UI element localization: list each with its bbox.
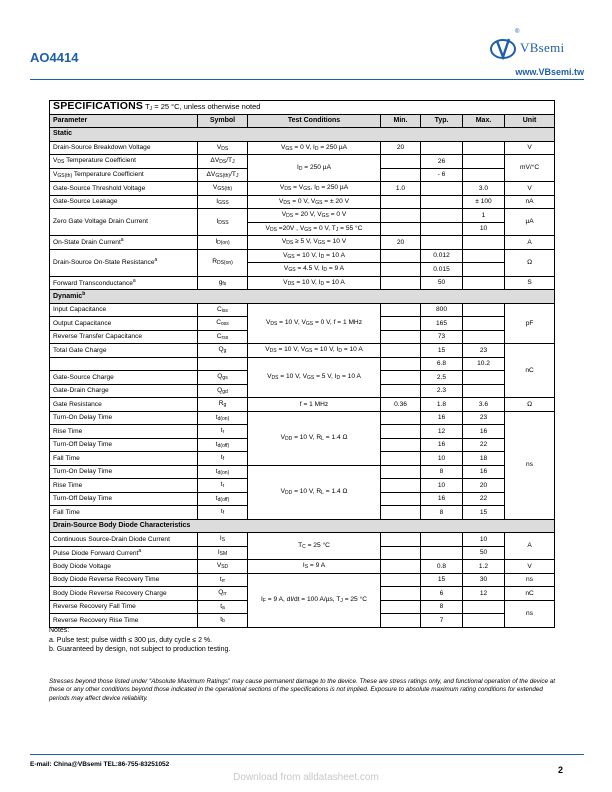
table-row (50, 249, 555, 263)
cell-symbol: $C_{iss}$ (198, 303, 248, 317)
cell-min (381, 465, 421, 479)
table-row (50, 303, 555, 317)
cell-parameter: Output Capacitance (50, 317, 198, 331)
cell-typ: 8 (421, 506, 463, 520)
cell-conditions: $V_{DS} = 10$ V, $V_{GS} = 0$ V, f = 1 MHz (248, 303, 381, 344)
cell-min (381, 452, 421, 466)
cell-max: 16 (463, 425, 505, 439)
cell-min (381, 614, 421, 628)
cell-parameter: Turn-Off Delay Time (50, 492, 198, 506)
cell-symbol: $t_r$ (198, 425, 248, 439)
cell-max (463, 236, 505, 250)
cell-parameter: Gate-Drain Charge (50, 384, 198, 398)
notes (49, 626, 230, 655)
cell-conditions: $V_{DS} \ge 5$ V, $V_{GS} = 10$ V (248, 236, 381, 250)
cell-min (381, 155, 421, 169)
cell-min (381, 276, 421, 290)
cell-max (463, 330, 505, 344)
section-footnote: b (82, 290, 86, 297)
cell-min (381, 600, 421, 614)
table-condition: $T_J = 25$ °C, unless otherwise noted (145, 102, 261, 113)
table-row (50, 411, 555, 425)
table-row (50, 236, 555, 250)
cell-typ (421, 141, 463, 155)
cell-parameter: Turn-On Delay Time (50, 465, 198, 479)
cell-conditions: $V_{DS} = 20$ V, $V_{GS} = 0$ V (248, 209, 381, 223)
table-row (50, 344, 555, 358)
cell-conditions: $V_{GS} = 0$ V, $I_D = 250$ µA (248, 141, 381, 155)
cell-max: 23 (463, 344, 505, 358)
cell-min (381, 222, 421, 236)
cell-max: 10 (463, 533, 505, 547)
cell-typ: 2.5 (421, 371, 463, 385)
cell-conditions: $V_{DS} = 10$ V, $V_{GS} = 10$ V, $I_D = 10$ A (248, 344, 381, 358)
cell-typ: 12 (421, 425, 463, 439)
cell-typ: 800 (421, 303, 463, 317)
cell-typ: 16 (421, 492, 463, 506)
cell-conditions: f = 1 MHz (248, 398, 381, 412)
column-header: Parameter (50, 114, 198, 128)
cell-unit: ns (505, 573, 555, 587)
cell-typ (421, 209, 463, 223)
cell-unit: nA (505, 195, 555, 209)
column-header: Test Conditions (248, 114, 381, 128)
cell-min (381, 573, 421, 587)
cell-max (463, 317, 505, 331)
cell-min (381, 560, 421, 574)
cell-min (381, 371, 421, 385)
cell-min (381, 330, 421, 344)
cell-min (381, 506, 421, 520)
cell-min (381, 425, 421, 439)
cell-symbol: $C_{oss}$ (198, 317, 248, 331)
cell-max: 15 (463, 506, 505, 520)
cell-parameter: Turn-Off Delay Time (50, 438, 198, 452)
cell-symbol: $t_f$ (198, 452, 248, 466)
cell-parameter: Drain-Source Breakdown Voltage (50, 141, 198, 155)
cell-min (381, 411, 421, 425)
header-divider (30, 79, 584, 80)
cell-max: ± 100 (463, 195, 505, 209)
cell-typ: 10 (421, 452, 463, 466)
brand-logo (489, 29, 584, 65)
contact-info: E-mail: China@VBsemi TEL:86-755-83251052 (30, 761, 170, 768)
cell-symbol: $R_g$ (198, 398, 248, 412)
cell-symbol: $t_r$ (198, 479, 248, 493)
cell-typ: 8 (421, 600, 463, 614)
download-watermark: Download from alldatasheet.com (233, 772, 379, 783)
cell-min: 1.0 (381, 182, 421, 196)
cell-unit: pF (505, 303, 555, 344)
cell-unit: A (505, 236, 555, 250)
registered-mark: ® (515, 29, 520, 35)
section-row (50, 128, 555, 142)
vbsemi-logo-icon (489, 33, 519, 63)
cell-unit: ns (505, 600, 555, 627)
section-row (50, 519, 555, 533)
cell-typ: 8 (421, 465, 463, 479)
table-row (50, 357, 555, 371)
cell-symbol: $t_a$ (198, 600, 248, 614)
cell-min (381, 195, 421, 209)
cell-min (381, 249, 421, 263)
cell-symbol: $t_{rr}$ (198, 573, 248, 587)
cell-parameter: Forward Transconductance$^a$ (50, 276, 198, 290)
cell-parameter: Reverse Transfer Capacitance (50, 330, 198, 344)
table-row (50, 141, 555, 155)
table-row (50, 398, 555, 412)
cell-conditions: $I_S = 9$ A (248, 560, 381, 574)
table-row (50, 276, 555, 290)
section-title (50, 290, 555, 304)
cell-parameter: Gate-Source Charge (50, 371, 198, 385)
cell-typ: 15 (421, 573, 463, 587)
cell-unit: V (505, 182, 555, 196)
disclaimer-text: Stresses beyond those listed under “Absolute Maximum Ratings” may cause permanent damage to the device. These are stress ratings only, and functional operation of the device at these or any other conditions beyond those indicated in the operational sections of the specifications is not implied. Exposure to absolute maximum rating conditions for extended periods may affect device reliability. (49, 678, 556, 702)
cell-parameter: Gate Resistance (50, 398, 198, 412)
column-header: Unit (505, 114, 555, 128)
cell-unit: V (505, 560, 555, 574)
cell-symbol: $V_{GS(th)}$ (198, 182, 248, 196)
cell-parameter: $V_{DS}$ Temperature Coefficient (50, 155, 198, 169)
cell-max: 10 (463, 222, 505, 236)
table-row (50, 155, 555, 169)
cell-typ (421, 195, 463, 209)
cell-parameter: $V_{GS(th)}$ Temperature Coefficient (50, 168, 198, 182)
cell-parameter: Input Capacitance (50, 303, 198, 317)
cell-max: 3.6 (463, 398, 505, 412)
cell-unit: Ω (505, 249, 555, 276)
cell-unit: A (505, 533, 555, 560)
cell-max (463, 168, 505, 182)
column-header: Min. (381, 114, 421, 128)
cell-parameter: Continuous Source-Drain Diode Current (50, 533, 198, 547)
table-row (50, 195, 555, 209)
cell-unit: nC (505, 344, 555, 398)
website-link[interactable]: www.VBsemi.tw (515, 67, 584, 77)
cell-unit: µA (505, 209, 555, 236)
cell-parameter: Reverse Recovery Fall Time (50, 600, 198, 614)
section-label: Static (53, 130, 73, 138)
section-label: Drain-Source Body Diode Characteristics (53, 521, 191, 529)
notes-heading: Notes: (49, 627, 70, 634)
cell-parameter: Body Diode Reverse Recovery Charge (50, 587, 198, 601)
cell-min (381, 384, 421, 398)
table-title: SPECIFICATIONS (53, 100, 144, 113)
cell-max: 1.2 (463, 560, 505, 574)
cell-symbol: $R_{DS(on)}$ (198, 249, 248, 276)
cell-max (463, 371, 505, 385)
footer-divider (30, 754, 584, 755)
cell-max (463, 141, 505, 155)
cell-max (463, 614, 505, 628)
cell-parameter: Body Diode Voltage (50, 560, 198, 574)
cell-symbol: $I_{D(on)}$ (198, 236, 248, 250)
cell-symbol: $I_{GSS}$ (198, 195, 248, 209)
table-row (50, 533, 555, 547)
cell-conditions: $V_{GS} = 10$ V, $I_D = 10$ A (248, 249, 381, 263)
cell-symbol: $t_{d(on)}$ (198, 411, 248, 425)
cell-symbol: $t_{d(on)}$ (198, 465, 248, 479)
table-row (50, 573, 555, 587)
table-row (50, 209, 555, 223)
cell-typ: 6 (421, 587, 463, 601)
cell-max: 3.0 (463, 182, 505, 196)
cell-symbol: $Q_g$ (198, 344, 248, 358)
cell-typ: 10 (421, 479, 463, 493)
cell-unit: V (505, 141, 555, 155)
cell-parameter: Body Diode Reverse Recovery Time (50, 573, 198, 587)
cell-parameter: Fall Time (50, 452, 198, 466)
cell-typ: 2.3 (421, 384, 463, 398)
cell-parameter: Gate-Source Leakage (50, 195, 198, 209)
cell-parameter: Rise Time (50, 479, 198, 493)
cell-symbol: $I_S$ (198, 533, 248, 547)
section-row (50, 290, 555, 304)
cell-max (463, 600, 505, 614)
cell-parameter: Fall Time (50, 506, 198, 520)
cell-min (381, 209, 421, 223)
cell-symbol (198, 357, 248, 371)
cell-max (463, 276, 505, 290)
cell-max (463, 249, 505, 263)
cell-max: 50 (463, 546, 505, 560)
cell-typ: 6.8 (421, 357, 463, 371)
cell-conditions: $V_{DD} = 10$ V, $R_L = 1.4$ Ω (248, 465, 381, 519)
cell-unit: Ω (505, 398, 555, 412)
cell-max: 16 (463, 465, 505, 479)
cell-parameter (50, 357, 198, 371)
column-header: Typ. (421, 114, 463, 128)
cell-min (381, 357, 421, 371)
cell-typ: 26 (421, 155, 463, 169)
cell-symbol: $t_f$ (198, 506, 248, 520)
cell-parameter: Gate-Source Threshold Voltage (50, 182, 198, 196)
cell-max: 23 (463, 411, 505, 425)
cell-conditions: $I_F = 9$ A, dI/dt = 100 A/µs, $T_J = 25$ °C (248, 573, 381, 627)
cell-conditions: $V_{DS} =20V$ , $V_{GS} = 0$ V, $T_J = 55$ °C (248, 222, 381, 236)
cell-min: 20 (381, 236, 421, 250)
cell-max: 1 (463, 209, 505, 223)
cell-typ: 15 (421, 344, 463, 358)
cell-conditions: $V_{DS} = 10$ V, $V_{GS} = 5$ V, $I_D = 10$ A (248, 357, 381, 398)
cell-symbol: $t_{d(off)}$ (198, 492, 248, 506)
note-b: b. Guaranteed by design, not subject to production testing. (49, 646, 231, 653)
cell-symbol: $C_{rss}$ (198, 330, 248, 344)
cell-parameter: Total Gate Charge (50, 344, 198, 358)
cell-max: 22 (463, 438, 505, 452)
cell-symbol: $V_{SD}$ (198, 560, 248, 574)
cell-symbol: $t_{d(off)}$ (198, 438, 248, 452)
cell-symbol: $V_{DS}$ (198, 141, 248, 155)
cell-symbol: $Q_{gd}$ (198, 384, 248, 398)
table-row (50, 465, 555, 479)
cell-parameter: On-State Drain Current$^a$ (50, 236, 198, 250)
cell-conditions: $V_{GS} = 4.5$ V, $I_D = 9$ A (248, 263, 381, 277)
cell-typ (421, 182, 463, 196)
cell-parameter: Rise Time (50, 425, 198, 439)
cell-typ: 0.012 (421, 249, 463, 263)
section-title (50, 128, 555, 142)
cell-typ (421, 222, 463, 236)
cell-typ: - 6 (421, 168, 463, 182)
cell-min (381, 263, 421, 277)
cell-typ: 7 (421, 614, 463, 628)
cell-min (381, 168, 421, 182)
cell-min (381, 533, 421, 547)
cell-symbol: $I_{DSS}$ (198, 209, 248, 236)
cell-typ (421, 236, 463, 250)
cell-symbol: $Q_{gs}$ (198, 371, 248, 385)
cell-unit: S (505, 276, 555, 290)
cell-symbol: $g_{fs}$ (198, 276, 248, 290)
cell-parameter: Zero Gate Voltage Drain Current (50, 209, 198, 236)
table-title-cell (50, 101, 555, 115)
cell-min (381, 587, 421, 601)
cell-conditions: $V_{DS} = 10$ V, $I_D = 10$ A (248, 276, 381, 290)
cell-conditions: $V_{DD} = 10$ V, $R_L = 1.4$ Ω (248, 411, 381, 465)
cell-min (381, 303, 421, 317)
cell-min (381, 438, 421, 452)
cell-max: 20 (463, 479, 505, 493)
cell-min: 20 (381, 141, 421, 155)
cell-typ: 73 (421, 330, 463, 344)
cell-max: 18 (463, 452, 505, 466)
cell-conditions: $V_{DS} = 0$ V, $V_{GS}$ = ± 20 V (248, 195, 381, 209)
cell-typ: 0.8 (421, 560, 463, 574)
cell-min (381, 479, 421, 493)
table-row (50, 182, 555, 196)
cell-max: 10.2 (463, 357, 505, 371)
table-header-row (50, 114, 555, 128)
part-number: AO4414 (30, 50, 79, 65)
cell-symbol: $I_{SM}$ (198, 546, 248, 560)
cell-max (463, 303, 505, 317)
cell-min (381, 492, 421, 506)
cell-typ: 16 (421, 411, 463, 425)
cell-unit: mV/°C (505, 155, 555, 182)
cell-parameter: Pulse Diode Forward Current$^a$ (50, 546, 198, 560)
cell-conditions: $T_C = 25$ °C (248, 533, 381, 560)
cell-symbol: $\Delta V_{GS(th)}/T_J$ (198, 168, 248, 182)
cell-min (381, 317, 421, 331)
cell-unit: nC (505, 587, 555, 601)
cell-symbol: $Q_{rr}$ (198, 587, 248, 601)
cell-symbol: $\Delta V_{DS}/T_J$ (198, 155, 248, 169)
column-header: Symbol (198, 114, 248, 128)
table-row (50, 560, 555, 574)
page-number: 2 (558, 765, 564, 775)
cell-min (381, 344, 421, 358)
note-a: a. Pulse test; pulse width ≤ 300 µs, duty cycle ≤ 2 %. (49, 636, 213, 644)
cell-max (463, 263, 505, 277)
cell-typ (421, 546, 463, 560)
cell-parameter: Reverse Recovery Rise Time (50, 614, 198, 628)
cell-symbol: $t_b$ (198, 614, 248, 628)
section-label: Dynamic (53, 292, 83, 300)
cell-parameter: Drain-Source On-State Resistance$^a$ (50, 249, 198, 276)
cell-max: 12 (463, 587, 505, 601)
cell-min (381, 546, 421, 560)
cell-min: 0.36 (381, 398, 421, 412)
cell-max: 30 (463, 573, 505, 587)
cell-conditions: $I_D = 250$ µA (248, 155, 381, 182)
section-title (50, 519, 555, 533)
cell-parameter: Turn-On Delay Time (50, 411, 198, 425)
cell-typ: 1.8 (421, 398, 463, 412)
cell-max: 22 (463, 492, 505, 506)
cell-typ: 0.015 (421, 263, 463, 277)
cell-max (463, 155, 505, 169)
cell-typ: 16 (421, 438, 463, 452)
cell-conditions: $V_{DS} = V_{GS}$, $I_D = 250$ µA (248, 182, 381, 196)
cell-typ (421, 533, 463, 547)
cell-max (463, 384, 505, 398)
cell-typ: 165 (421, 317, 463, 331)
cell-typ: 50 (421, 276, 463, 290)
specifications-table (49, 100, 555, 628)
cell-unit: ns (505, 411, 555, 519)
column-header: Max. (463, 114, 505, 128)
brand-name: VBsemi (520, 40, 565, 55)
